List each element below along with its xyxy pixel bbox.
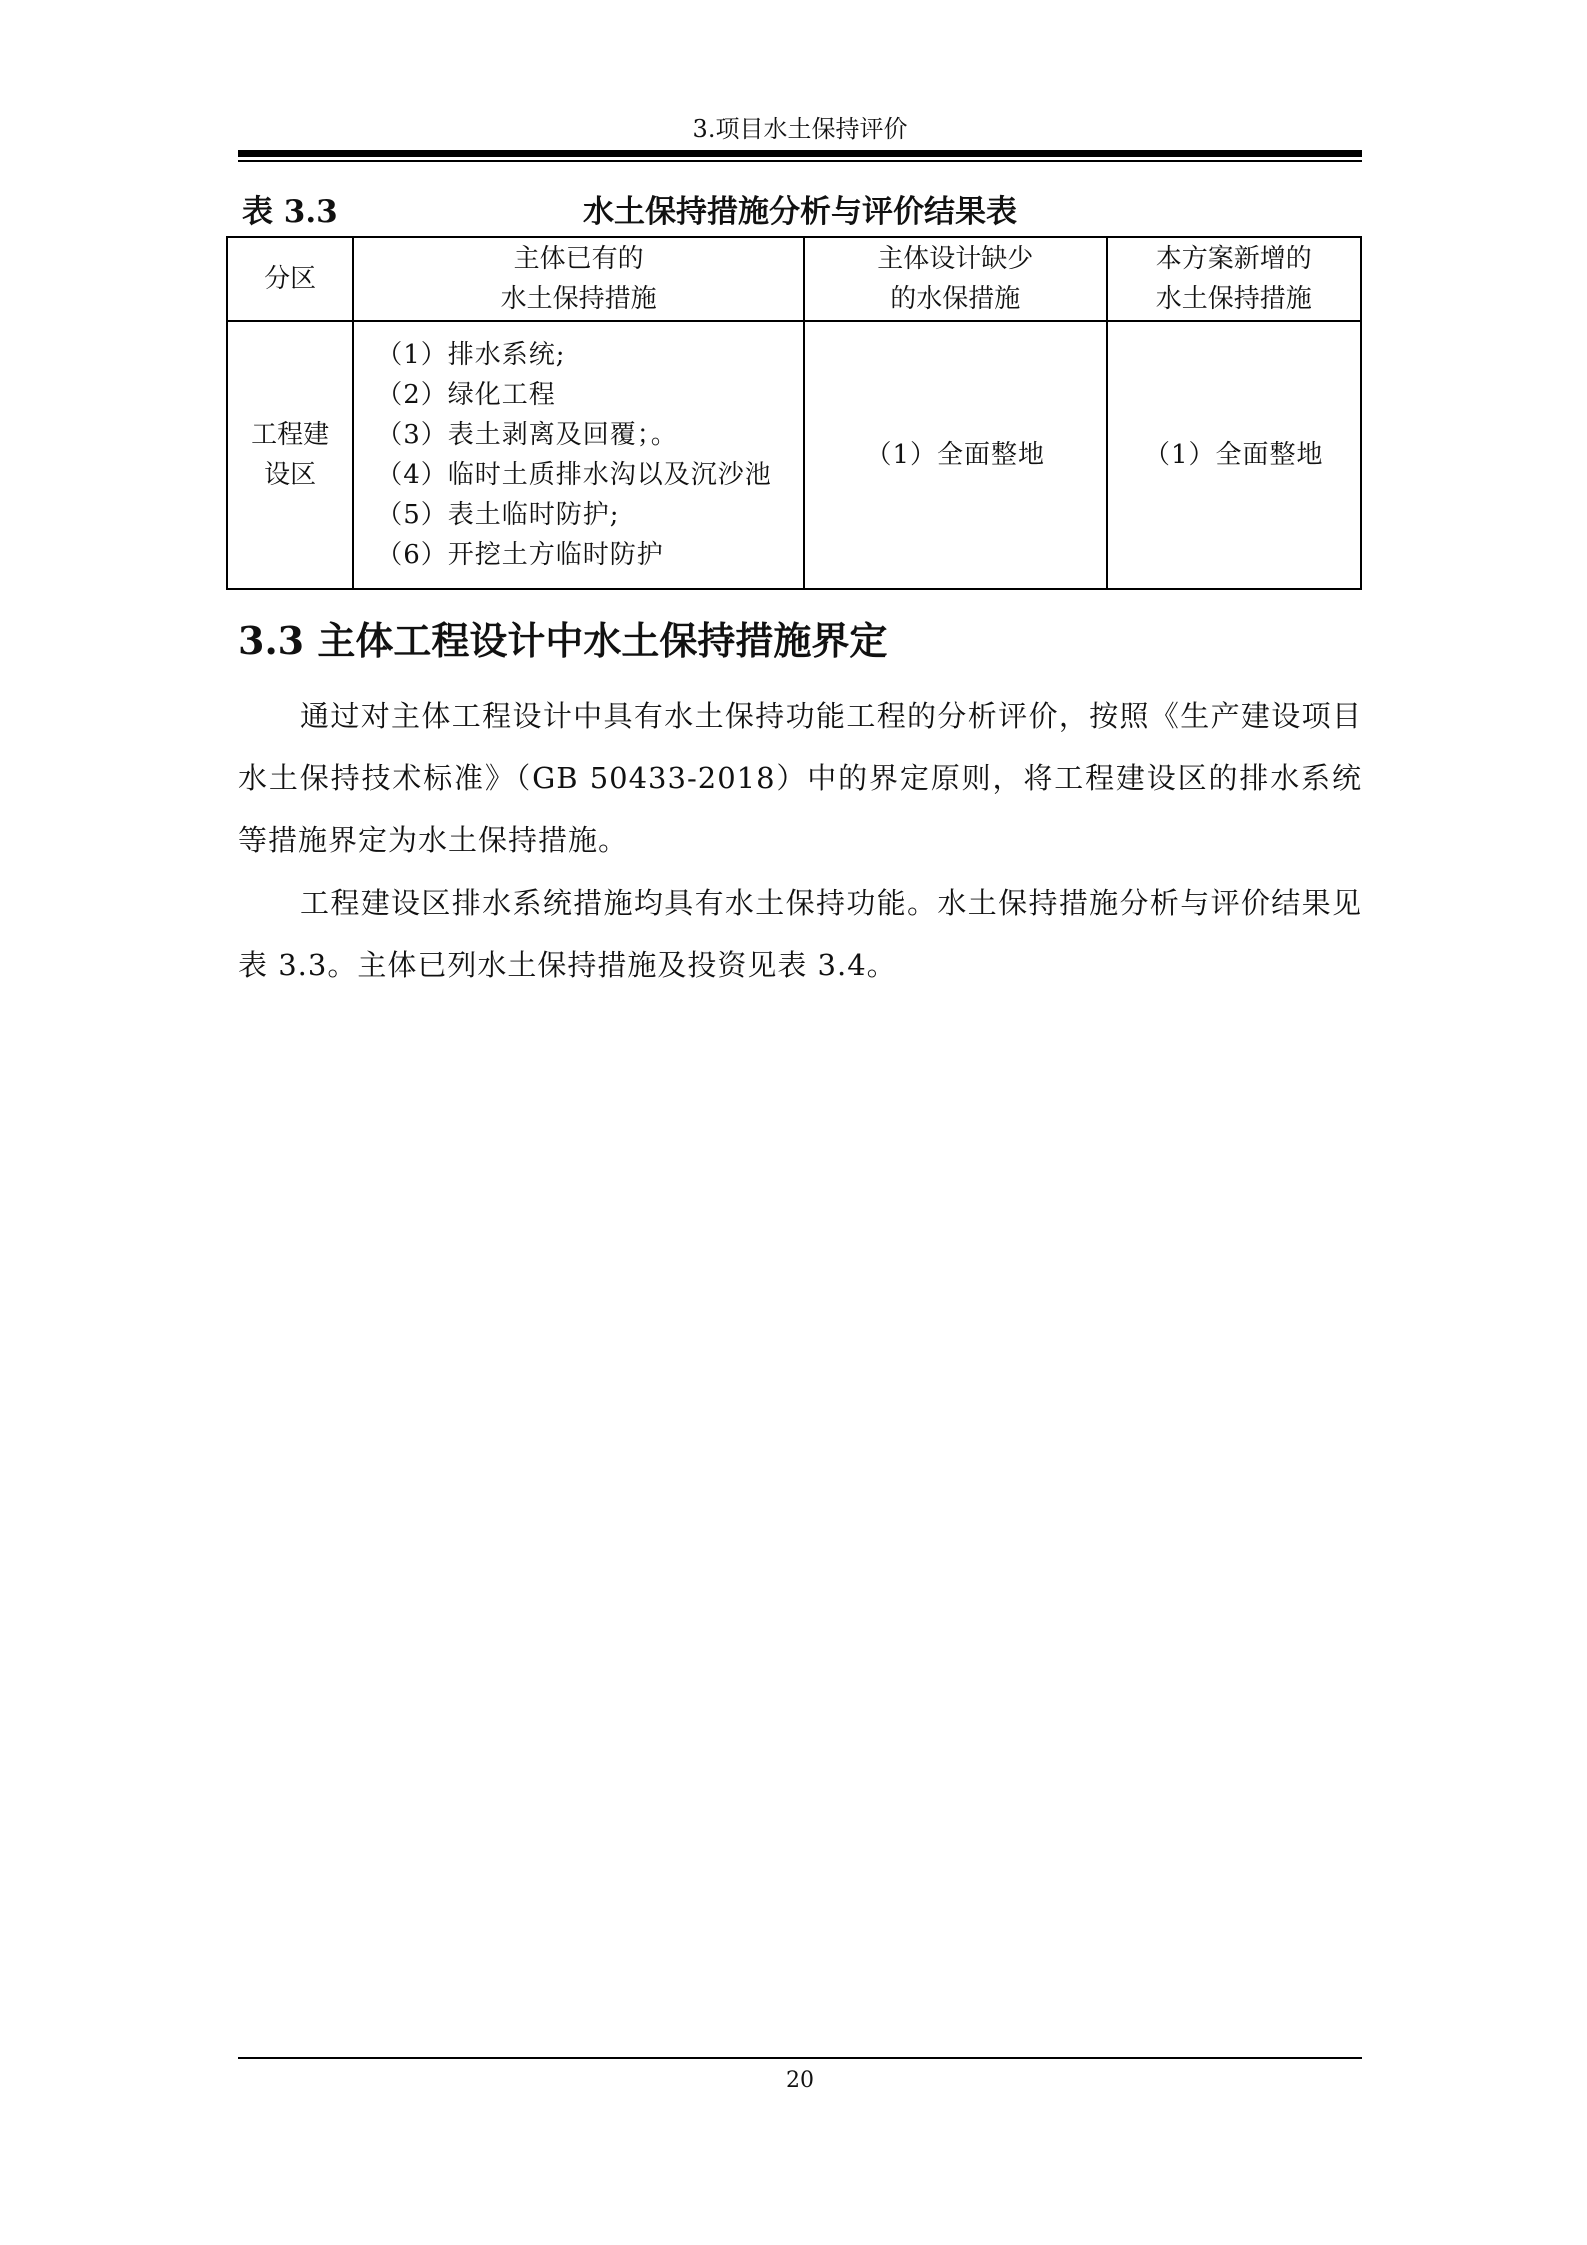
column-header-line: 本方案新增的 [1155,244,1312,274]
column-header-new-measures [1107,237,1361,321]
new-measures-cell: （1）全面整地 [1107,321,1361,589]
column-header-line: 水土保持措施 [1155,284,1312,314]
measure-item: （6）开挖土方临时防护 [376,540,664,570]
measure-item: （2）绿化工程 [376,380,556,410]
column-header-existing-measures [353,237,804,321]
column-header-line: 主体已有的 [513,244,644,274]
column-header-zone [227,237,353,321]
existing-measures-cell [353,321,804,589]
zone-line: 工程建 [251,420,330,450]
footer-rule [238,2057,1362,2059]
body-paragraph: 工程建设区排水系统措施均具有水土保持功能。水土保持措施分析与评价结果见表 3.3。主体已列水土保持措施及投资见表 3.4。 [238,886,1362,982]
column-header-line: 分区 [264,264,317,294]
measure-item: （5）表土临时防护; [376,500,620,530]
table-row [227,321,1361,589]
page-number: 20 [786,2068,814,2093]
evaluation-table [226,236,1362,590]
zone-cell [227,321,353,589]
measure-item: （1）排水系统; [376,340,566,370]
column-header-line: 的水保措施 [890,284,1021,314]
running-header: 3.项目水土保持评价 [692,115,908,143]
body-paragraph: 通过对主体工程设计中具有水土保持功能工程的分析评价，按照《生产建设项目水土保持技术标准》（GB 50433-2018）中的界定原则，将工程建设区的排水系统等措施界定为水土保持措施。 [238,699,1362,857]
table-caption [238,193,1362,231]
measure-item: （4）临时土质排水沟以及沉沙池 [376,460,772,490]
header-rule-thin [238,160,1362,162]
header-rule [238,150,1362,157]
section-heading: 3.3 主体工程设计中水土保持措施界定 [238,618,888,663]
table-number: 表 3.3 [242,194,338,230]
measure-item: （3）表土剥离及回覆；。 [376,420,678,450]
zone-line: 设区 [264,460,317,490]
column-header-missing-measures [804,237,1107,321]
column-header-line: 水土保持措施 [500,284,657,314]
column-header-line: 主体设计缺少 [877,244,1034,274]
table-title: 水土保持措施分析与评价结果表 [583,194,1017,230]
missing-measures-cell: （1）全面整地 [804,321,1107,589]
table-header-row [227,237,1361,321]
